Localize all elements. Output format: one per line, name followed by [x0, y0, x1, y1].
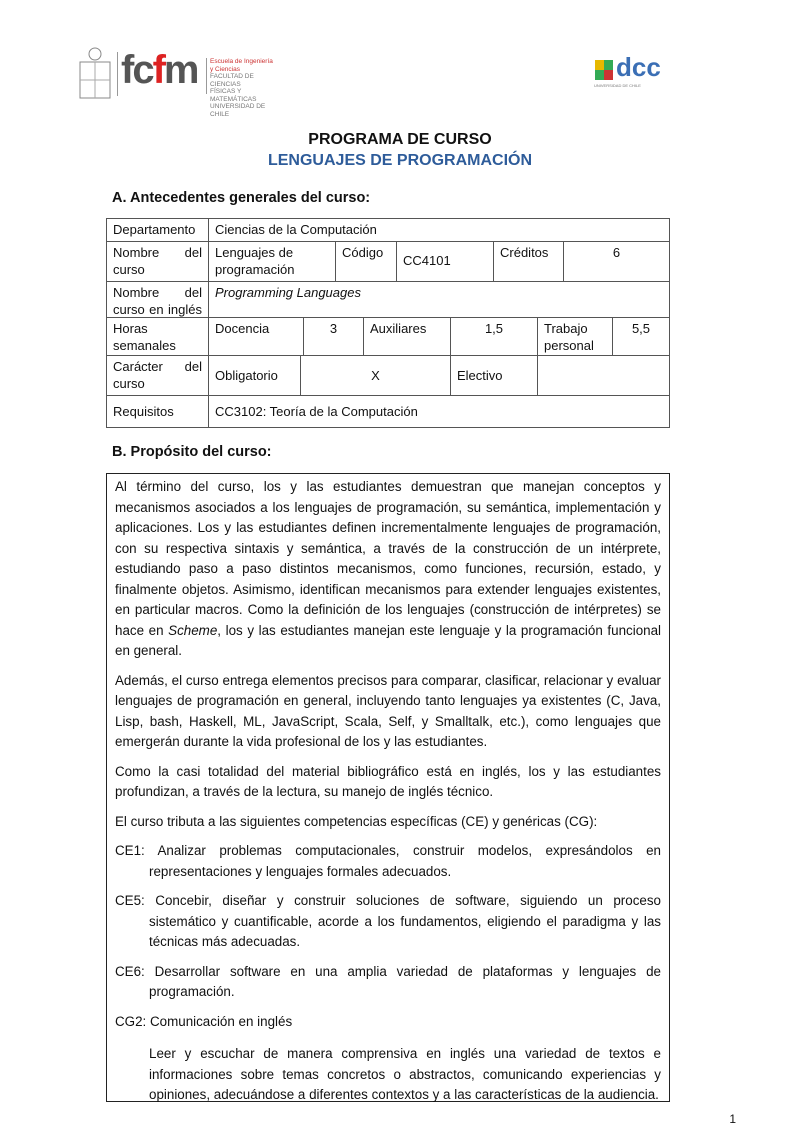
- value-trabajo: 5,5: [612, 317, 670, 356]
- label-departamento: Departamento: [106, 218, 209, 242]
- page-number: 1: [729, 1112, 736, 1126]
- label-requisitos: Requisitos: [106, 395, 209, 428]
- paragraph: Además, el curso entrega elementos precisos para comparar, clasificar, relacionar y evaluar lenguajes de programación en general, incluyendo tanto lenguajes ya existentes (C, Java, Lisp, bash, Haskell, ML, JavaScript, Scala, Self, y Smalltalk, etc.), como lenguajes que emergerán durante la vida profesional de los y las estudiantes.: [115, 672, 661, 749]
- value-nombre-ingles: Programming Languages: [208, 281, 670, 318]
- value-obligatorio: X: [300, 355, 451, 396]
- competencia-cg2-desc: Leer y escuchar de manera comprensiva en inglés una variedad de textos e informaciones sobre temas concretos o abstractos, comunicando experiencias y opiniones, adecuándose a diferentes contextos y a las características de la audiencia.: [149, 1046, 661, 1102]
- label-obligatorio: Obligatorio: [208, 355, 301, 396]
- dcc-logo: dcc UNIVERSIDAD DE CHILE: [594, 52, 661, 88]
- label-trabajo: Trabajo personal: [537, 317, 613, 356]
- value-codigo: CC4101: [396, 241, 494, 282]
- value-auxiliares: 1,5: [450, 317, 538, 356]
- paragraph: Como la casi totalidad del material bibliográfico está en inglés, los y las estudiantes profundizan, a través de la lectura, su manejo de inglés técnico.: [115, 763, 661, 799]
- paragraph: El curso tributa a las siguientes competencias específicas (CE) y genéricas (CG):: [115, 813, 598, 829]
- label-creditos: Créditos: [493, 241, 564, 282]
- value-creditos: 6: [563, 241, 670, 282]
- label-nombre: Nombre del curso: [106, 241, 209, 282]
- course-title: LENGUAJES DE PROGRAMACIÓN: [267, 152, 533, 169]
- fcfm-wordmark: fcfm: [121, 48, 198, 92]
- dcc-seal-icon: [594, 56, 614, 82]
- competencia-ce5: CE5: Concebir, diseñar y construir soluciones de software, siguiendo un proceso sistemático y cuantificable, acorde a los fundamentos, eligiendo el paradigma y las técnicas más adecuadas.: [115, 893, 661, 949]
- value-electivo: [537, 355, 670, 396]
- label-electivo: Electivo: [450, 355, 538, 396]
- label-nombre-ingles: Nombre del curso en inglés: [106, 281, 209, 318]
- value-departamento: Ciencias de la Computación: [208, 218, 670, 242]
- section-b-heading: B. Propósito del curso:: [112, 444, 272, 460]
- label-horas: Horas semanales: [106, 317, 209, 356]
- competencia-ce1: CE1: Analizar problemas computacionales, construir modelos, expresándolos en representaciones y lenguajes formales adecuados.: [115, 843, 661, 879]
- competencia-ce6: CE6: Desarrollar software en una amplia variedad de plataformas y lenguajes de programación.: [115, 963, 661, 999]
- label-codigo: Código: [335, 241, 397, 282]
- university-seal-icon: [75, 44, 115, 102]
- label-auxiliares: Auxiliares: [363, 317, 451, 356]
- label-docencia: Docencia: [208, 317, 304, 356]
- label-caracter: Carácter del curso: [106, 355, 209, 396]
- document-title: PROGRAMA DE CURSO: [308, 131, 492, 148]
- value-docencia: 3: [303, 317, 364, 356]
- section-a-heading: A. Antecedentes generales del curso:: [112, 190, 371, 206]
- proposito-box: [106, 473, 670, 1102]
- fcfm-logo: fcfm Escuela de Ingeniería y Ciencias FACULTAD DE CIENCIAS FÍSICAS Y MATEMÁTICAS UNIVERSIDAD DE CHILE: [75, 44, 275, 102]
- paragraph: Al término del curso, los y las estudiantes demuestran que manejan conceptos y mecanismos asociados a los lenguajes de programación, su semántica, implementación y aplicaciones. Los y las estudiantes definen incrementalmente lenguajes de programación, con su respectiva sintaxis y semántica, a través de la construcción de un intérprete, estudiando paso a paso distintos mecanismos, como funciones, recursión, estado, y finalmente objetos. Asimismo, identifican mecanismos para extender lenguajes existentes, en particular macros. Como la definición de los lenguajes (construcción de intérpretes) se hace en Scheme, los y las estudiantes manejan este lenguaje y la programación funcional en general.: [115, 479, 662, 658]
- value-nombre: Lenguajes de programación: [208, 241, 336, 282]
- competencia-cg2: CG2: Comunicación en inglés: [115, 1013, 293, 1029]
- value-requisitos: CC3102: Teoría de la Computación: [208, 395, 670, 428]
